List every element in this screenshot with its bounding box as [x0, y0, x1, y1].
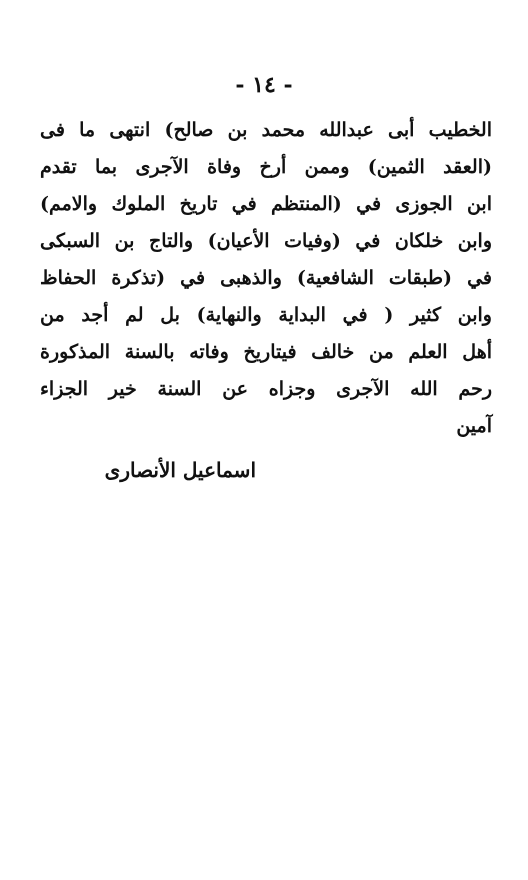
text-line-8: رحم الله الآجرى وجزاه عن السنة خير الجزاء	[40, 378, 492, 400]
author-signature: اسماعيل الأنصارى	[104, 458, 256, 482]
text-line-9: آمين	[456, 415, 492, 437]
text-line-1: الخطيب أبى عبدالله محمد بن صالح) انتهى ما فى	[40, 119, 492, 141]
page-number: - ١٤ -	[235, 72, 293, 98]
text-line-4: وابن خلكان في (وفيات الأعيان) والتاج بن السبكى	[40, 230, 492, 252]
body-text	[40, 112, 492, 445]
text-line-5: في (طبقات الشافعية) والذهبى في (تذكرة الحفاظ	[40, 267, 492, 289]
text-line-6: وابن كثير ( في البداية والنهاية) بل لم أجد من	[40, 304, 492, 326]
text-line-2: (العقد الثمين) وممن أرخ وفاة الآجرى بما تقدم	[40, 156, 492, 178]
text-line-7: أهل العلم من خالف فيتاريخ وفاته بالسنة المذكورة	[40, 341, 492, 363]
text-line-3: ابن الجوزى في (المنتظم في تاريخ الملوك والامم)	[40, 193, 492, 215]
